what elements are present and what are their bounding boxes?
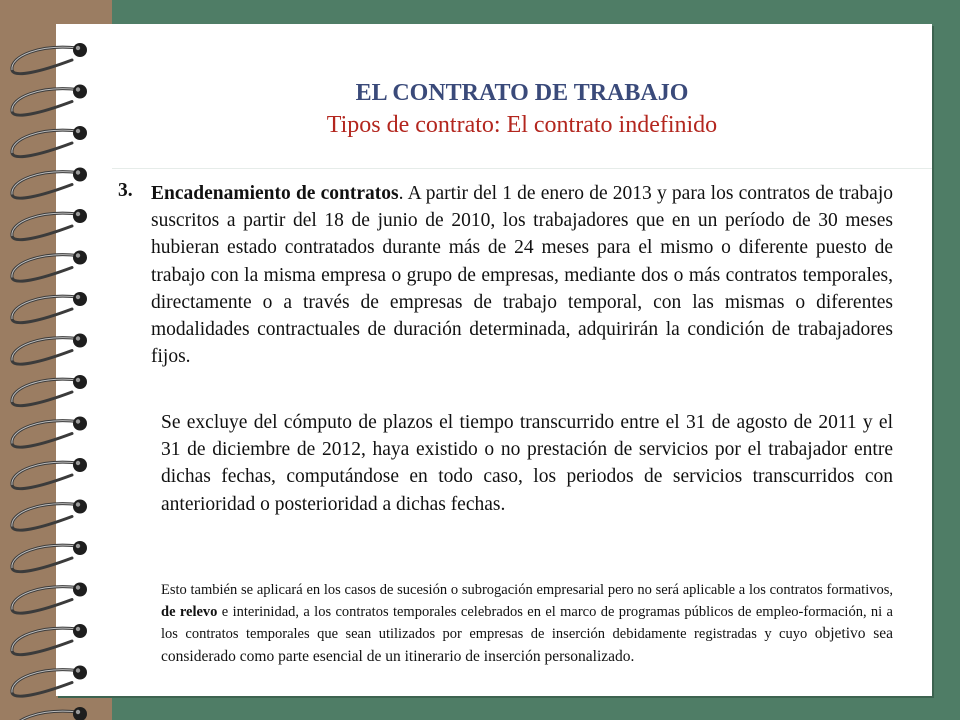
spiral-ring	[12, 251, 87, 282]
spiral-ring	[12, 292, 87, 323]
item-text: . A partir del 1 de enero de 2013 y para los contratos de trabajo suscritos a partir del 18 de junio de 2010, los trabajadores que en un período de 30 meses hubieran estado contratados durante más de 24 meses para el mismo o diferente puesto de trabajo con la misma empresa o grupo de empresas, mediante dos o más contratos temporales, directamente o a través de empresas de trabajo temporal, con las mismas o diferentes modalidades contractuales de duración determinada, adquirirán la condición de trabajadores fijos.	[151, 183, 893, 368]
item-heading: Encadenamiento de contratos	[151, 183, 399, 204]
divider	[112, 168, 932, 169]
note-bold-relevo: de relevo	[161, 603, 218, 620]
spiral-ring	[12, 500, 87, 531]
spiral-rings	[0, 0, 120, 720]
paragraph-encadenamiento	[151, 180, 893, 370]
spiral-ring	[12, 666, 87, 697]
note-text-start: Esto también se aplicará en los casos de sucesión o subrogación empresarial pero no será aplicable a los contratos formativos,	[161, 582, 893, 598]
spiral-ring	[12, 43, 87, 74]
note-text-middle: e interinidad, a los contratos temporales celebrados en el marco de programas públicos de empleo-formación, ni a los contratos temporales que sean utilizados por empresas de inserción debidamente registradas y cuyo	[161, 603, 893, 642]
paragraph-note	[161, 580, 893, 668]
spiral-ring	[12, 168, 87, 199]
spiral-ring	[12, 417, 87, 448]
spiral-ring	[12, 541, 87, 572]
slide-subtitle: Tipos de contrato: El contrato indefinido	[326, 112, 718, 138]
slide-title: EL CONTRATO DE TRABAJO	[355, 80, 689, 106]
spiral-ring	[12, 85, 87, 116]
paragraph-exclusion: Se excluye del cómputo de plazos el tiempo transcurrido entre el 31 de agosto de 2011 y el 31 de diciembre de 2012, haya existido o no prestación de servicios por el trabajador entre dichas fechas, computándose en todo caso, los periodos de servicios transcurridos con anterioridad o posterioridad a dichas fechas.	[161, 412, 893, 515]
note-text-end: objetivo sea considerado como parte esencial de un itinerario de inserción personalizado.	[161, 625, 894, 665]
spiral-ring	[12, 375, 87, 406]
spiral-ring	[12, 334, 87, 365]
spiral-ring	[12, 458, 87, 489]
spiral-ring	[12, 707, 87, 720]
spiral-ring	[12, 126, 87, 157]
spiral-ring	[12, 209, 87, 240]
spiral-ring	[12, 583, 87, 614]
list-number: 3.	[118, 180, 133, 201]
spiral-ring	[12, 624, 87, 655]
